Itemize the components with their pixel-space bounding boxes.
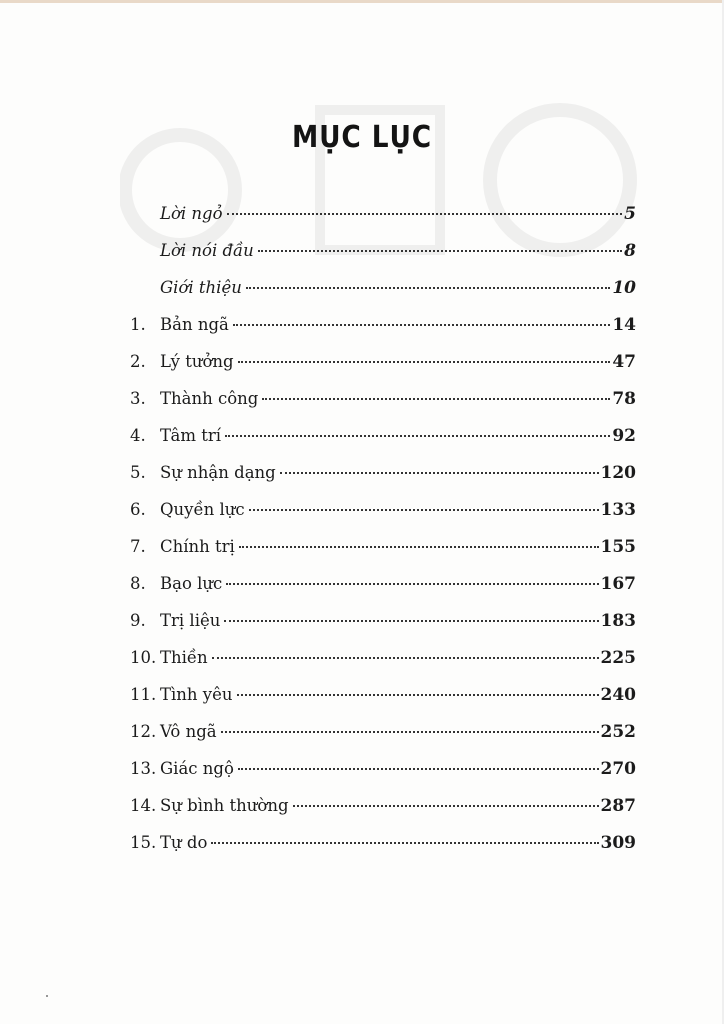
page-number: 225 xyxy=(600,648,636,668)
dot-leader xyxy=(262,398,610,400)
chapter-number: 9. xyxy=(130,611,146,630)
toc-entry[interactable] xyxy=(130,199,636,236)
page-title: MỤC LỤC xyxy=(291,120,433,156)
dot-leader xyxy=(221,731,599,733)
entry-title: Lý tưởng xyxy=(160,352,234,371)
toc-entry[interactable] xyxy=(130,273,636,310)
dot-leader xyxy=(224,620,598,622)
page-number: 309 xyxy=(600,833,636,853)
dot-leader xyxy=(293,805,599,807)
toc-entry[interactable] xyxy=(130,791,636,828)
chapter-number: 1. xyxy=(130,315,146,334)
table-of-contents xyxy=(130,199,636,865)
dot-leader xyxy=(238,768,599,770)
dot-leader xyxy=(225,435,610,437)
page-number: 252 xyxy=(600,722,636,742)
toc-entry[interactable] xyxy=(130,384,636,421)
toc-entry[interactable] xyxy=(130,569,636,606)
toc-entry[interactable] xyxy=(130,754,636,791)
chapter-number: 10. xyxy=(130,648,157,667)
page-number: 120 xyxy=(600,463,636,483)
chapter-number: 6. xyxy=(130,500,146,519)
dot-leader xyxy=(249,509,599,511)
entry-title: Giác ngộ xyxy=(160,759,234,778)
dot-leader xyxy=(280,472,599,474)
page-number: 240 xyxy=(600,685,636,705)
entry-title: Bản ngã xyxy=(160,315,229,334)
entry-title: Sự bình thường xyxy=(160,796,289,815)
entry-title: Thành công xyxy=(160,389,259,408)
toc-entry[interactable] xyxy=(130,421,636,458)
chapter-number: 11. xyxy=(130,685,157,704)
entry-title: Tự do xyxy=(160,833,208,852)
page-number: 10 xyxy=(612,278,636,298)
entry-title: Lời ngỏ xyxy=(160,204,223,223)
dot-leader xyxy=(237,694,599,696)
entry-title: Vô ngã xyxy=(160,722,217,741)
dot-leader xyxy=(227,213,623,215)
dot-leader xyxy=(226,583,598,585)
chapter-number: 12. xyxy=(130,722,157,741)
chapter-number: 2. xyxy=(130,352,146,371)
dot-leader xyxy=(212,657,599,659)
dot-leader xyxy=(258,250,622,252)
page-number: 5 xyxy=(624,204,636,224)
toc-entry[interactable] xyxy=(130,495,636,532)
dot-leader xyxy=(238,361,611,363)
page-number: 8 xyxy=(624,241,636,261)
entry-title: Giới thiệu xyxy=(160,278,242,297)
dot-leader xyxy=(233,324,610,326)
page-number: 287 xyxy=(600,796,636,816)
dot-leader xyxy=(239,546,599,548)
chapter-number: 4. xyxy=(130,426,146,445)
page-top-edge xyxy=(0,0,724,3)
entry-title: Trị liệu xyxy=(160,611,221,630)
page-number: 78 xyxy=(612,389,636,409)
toc-entry[interactable] xyxy=(130,458,636,495)
dot-leader xyxy=(211,842,598,844)
page-number: 155 xyxy=(600,537,636,557)
page-number: 133 xyxy=(600,500,636,520)
chapter-number: 8. xyxy=(130,574,146,593)
entry-title: Lời nói đầu xyxy=(160,241,254,260)
page-number: 183 xyxy=(600,611,636,631)
entry-title: Bạo lực xyxy=(160,574,223,593)
scan-speck xyxy=(46,995,48,997)
chapter-number: 15. xyxy=(130,833,157,852)
entry-title: Chính trị xyxy=(160,537,235,556)
page-number: 14 xyxy=(612,315,636,335)
chapter-number: 7. xyxy=(130,537,146,556)
entry-title: Sự nhận dạng xyxy=(160,463,276,482)
entry-title: Thiền xyxy=(160,648,208,667)
toc-entry[interactable] xyxy=(130,236,636,273)
page-number: 270 xyxy=(600,759,636,779)
toc-entry[interactable] xyxy=(130,717,636,754)
toc-entry[interactable] xyxy=(130,643,636,680)
entry-title: Quyền lực xyxy=(160,500,245,519)
chapter-number: 13. xyxy=(130,759,157,778)
chapter-number: 14. xyxy=(130,796,157,815)
toc-entry[interactable] xyxy=(130,828,636,865)
dot-leader xyxy=(246,287,610,289)
page-number: 47 xyxy=(612,352,636,372)
page-number: 167 xyxy=(600,574,636,594)
toc-entry[interactable] xyxy=(130,606,636,643)
toc-entry[interactable] xyxy=(130,532,636,569)
toc-entry[interactable] xyxy=(130,347,636,384)
toc-entry[interactable] xyxy=(130,310,636,347)
entry-title: Tâm trí xyxy=(160,426,222,445)
page-number: 92 xyxy=(612,426,636,446)
chapter-number: 5. xyxy=(130,463,146,482)
entry-title: Tình yêu xyxy=(160,685,233,704)
toc-entry[interactable] xyxy=(130,680,636,717)
chapter-number: 3. xyxy=(130,389,146,408)
